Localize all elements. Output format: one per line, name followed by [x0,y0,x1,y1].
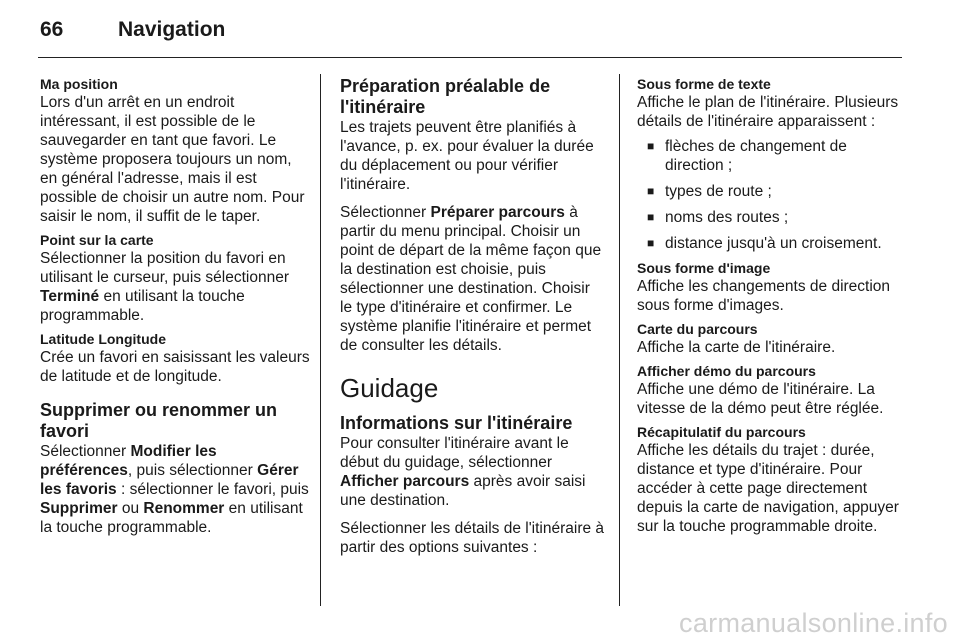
text-run: à partir du menu principal. Choisir un point de départ de la même façon que la destination est choisie, puis sélectionner une destination. Choisir le type d'itinéraire et confirmer. Le système planifie l'itinéraire et permet de consulter les détails. [340,204,602,354]
section-text [340,434,605,510]
section-text: Affiche la carte de l'itinéraire. [637,339,836,356]
column-divider-2 [619,74,620,606]
text-run: Pour consulter l'itinéraire avant le début du guidage, sélectionner [340,435,569,471]
section-text [40,442,310,537]
list-item-text: noms des routes ; [665,209,789,226]
bold-term: Afficher parcours [340,473,470,490]
section-title: Récapitulatif du parcours [637,424,806,440]
section-text: Les trajets peuvent être planifiés à l'avance, p. ex. pour évaluer la durée du déplacement ou pour vérifier l'itinéraire. [340,119,594,193]
section-point-sur-carte [40,232,310,325]
bold-term: Gérer les favoris [40,462,299,498]
text-run: , puis sélectionner [127,462,258,479]
page-title: Navigation [118,18,226,41]
text-run: en utilisant la touche programmable. [40,288,245,324]
bold-term: Préparer parcours [430,204,565,221]
section-demo [637,363,905,418]
list-item [637,208,905,227]
list-item-text: distance jusqu'à un croisement. [665,235,882,252]
text-run: Sélectionner [340,204,431,221]
section-latitude-longitude [40,331,310,386]
section-text: Affiche les détails du trajet : durée, distance et type d'itinéraire. Pour accéder à cette page directement depuis la carte de navigation, appuyer sur la touche programmable droite. [637,442,899,535]
text-run: ou [117,500,144,517]
header-rule [38,57,902,58]
bold-term: Modifier les préférences [40,443,217,479]
heading-guidage: Guidage [340,373,439,403]
section-ma-position [40,76,310,226]
square-bullet-icon: ■ [647,236,655,250]
section-title: Sous forme d'image [637,260,771,276]
square-bullet-icon: ■ [647,139,655,153]
column-3 [637,76,905,540]
section-image [637,260,905,315]
list-item [637,137,905,175]
bold-term: Supprimer [40,500,118,517]
section-text: Crée un favori en saisissant les valeurs de latitude et de longitude. [40,349,310,385]
section-title: Ma position [40,76,118,92]
text-run: Sélectionner la position du favori en utilisant le curseur, puis sélectionner [40,250,289,286]
heading-informations-itineraire: Informations sur l'itinéraire [340,413,573,433]
section-text [340,203,605,355]
section-recap [637,424,905,536]
section-text: Affiche une démo de l'itinéraire. La vitesse de la démo peut être réglée. [637,381,884,417]
section-title: Point sur la carte [40,232,154,248]
section-text: Lors d'un arrêt en un endroit intéressant, il est possible de le sauvegarder en tant que favori. Le système proposera toujours un nom, en général l'adresse, mais il est possible de choisir un autre nom. Pour saisir le nom, il suffit de le taper. [40,94,305,225]
section-title: Sous forme de texte [637,76,771,92]
section-title: Latitude Longitude [40,331,166,347]
list-item-text: types de route ; [665,183,772,200]
page-header [40,18,902,58]
page-number: 66 [40,18,64,41]
square-bullet-icon: ■ [647,184,655,198]
section-text: Sélectionner les détails de l'itinéraire à partir des options suivantes : [340,520,605,556]
heading-preparation: Préparation préalable de l'itinéraire [340,76,551,117]
watermark: carmanualsonline.info [679,608,948,638]
text-run: : sélectionner le favori, puis [116,481,309,498]
section-carte [637,321,905,357]
bold-term: Renommer [143,500,225,517]
heading-supprimer: Supprimer ou renommer un favori [40,400,278,441]
bold-term: Terminé [40,288,100,305]
column-1 [40,76,310,537]
square-bullet-icon: ■ [647,210,655,224]
section-text [40,249,310,325]
list-item-text: flèches de changement de direction ; [665,138,847,174]
text-run: Sélectionner [40,443,131,460]
list-item [637,234,905,253]
list-item [637,182,905,201]
column-2 [340,76,605,557]
text-run: après avoir saisi une destination. [340,473,586,509]
bullet-list [637,137,905,253]
section-text: Affiche les changements de direction sous forme d'images. [637,278,891,314]
column-divider-1 [320,74,321,606]
section-title: Afficher démo du parcours [637,363,816,379]
section-texte [637,76,905,253]
text-run: en utilisant la touche programmable. [40,500,303,536]
section-text: Affiche le plan de l'itinéraire. Plusieurs détails de l'itinéraire apparaissent : [637,94,899,130]
section-title: Carte du parcours [637,321,758,337]
